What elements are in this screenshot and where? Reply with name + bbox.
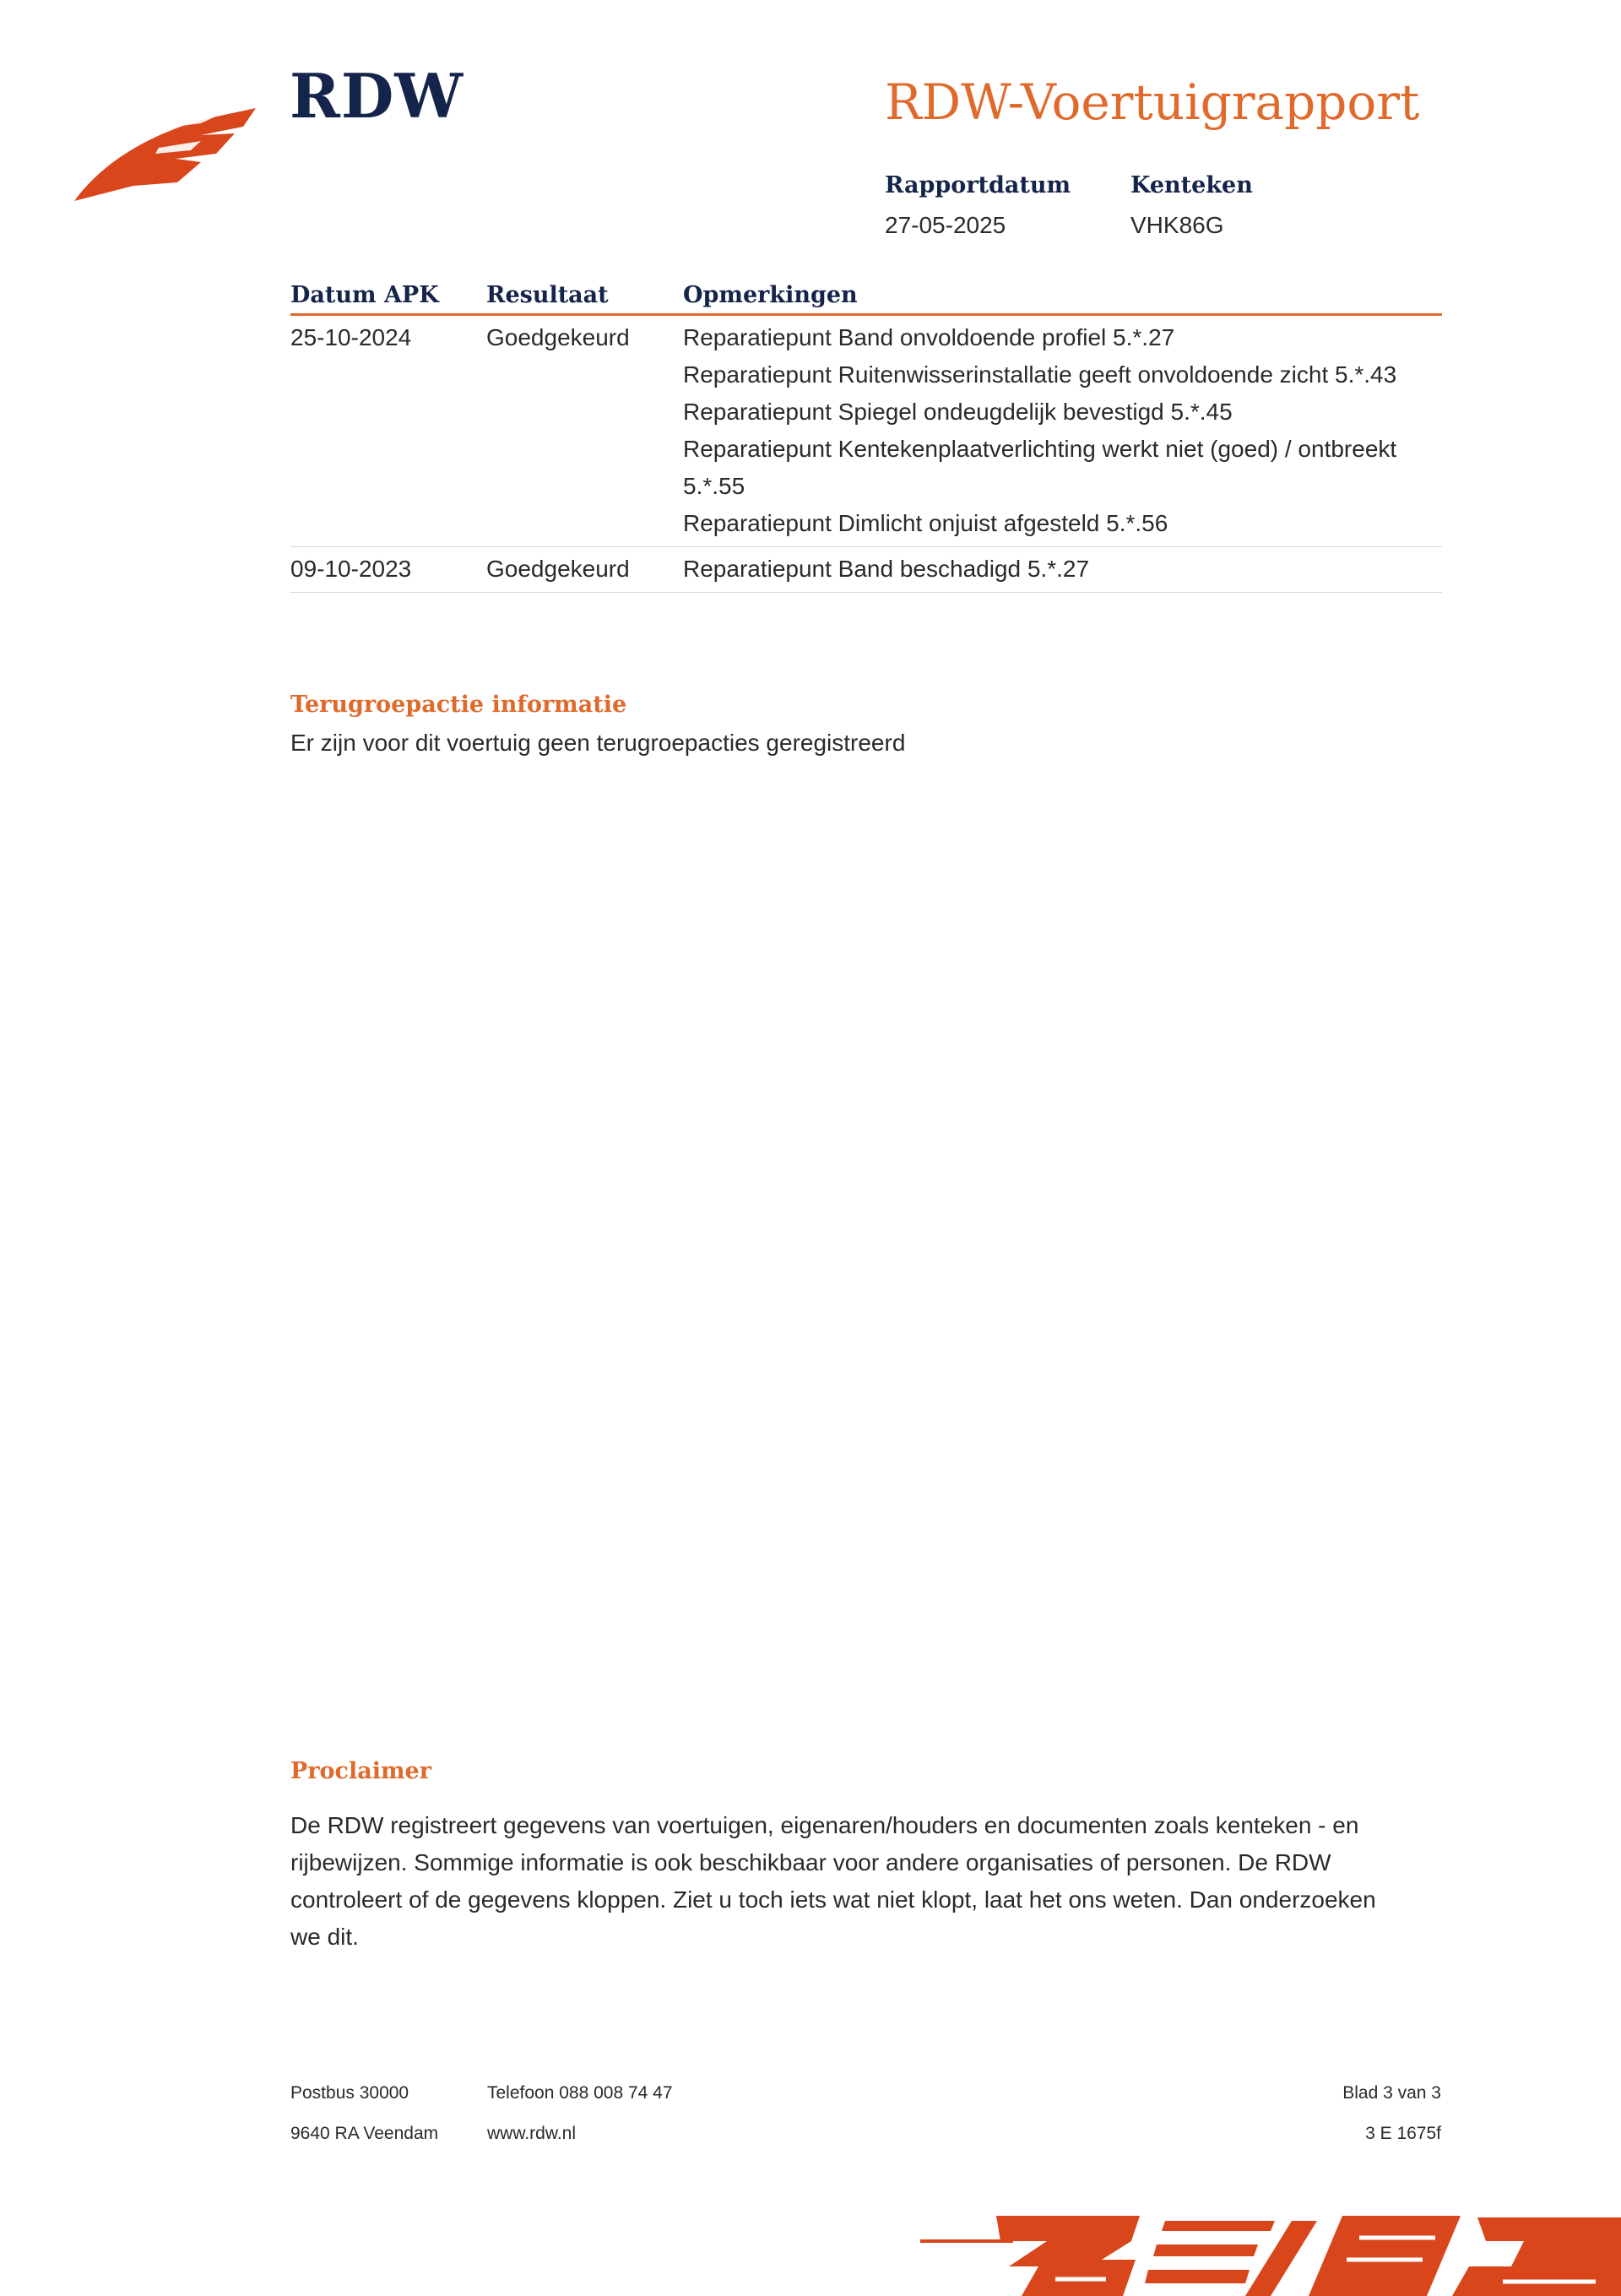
footer-city: 9640 RA Veendam — [290, 2124, 439, 2143]
plate-value: VHK86G — [1130, 212, 1224, 238]
apk-remarks — [683, 547, 1442, 593]
proclaimer-line: we dit. — [290, 1924, 359, 1950]
apk-remarks — [683, 315, 1442, 547]
proclaimer-line: controleert of de gegevens kloppen. Ziet u toch iets wat niet klopt, laat het ons weten. Dan onderzoeken — [290, 1886, 1376, 1913]
apk-table — [290, 282, 1442, 593]
recall-heading: Terugroepactie informatie — [290, 692, 627, 718]
remark-item: Reparatiepunt Spiegel ondeugdelijk bevestigd 5.*.45 — [683, 399, 1233, 425]
plate-block — [1130, 174, 1253, 237]
remark-item: Reparatiepunt Band onvoldoende profiel 5.*.27 — [683, 324, 1175, 350]
report-date-label: Rapportdatum — [885, 172, 1071, 198]
footer-document-code: 3 E 1675f — [1365, 2124, 1441, 2143]
apk-result: Goedgekeurd — [486, 547, 683, 593]
report-date-value: 27-05-2025 — [885, 212, 1006, 238]
footer-page-number: Blad 3 van 3 — [1342, 2083, 1441, 2103]
table-row — [290, 315, 1442, 547]
report-title: RDW-Voertuigrapport — [885, 73, 1420, 131]
column-header-remarks: Opmerkingen — [683, 282, 1442, 315]
proclaimer-heading: Proclaimer — [290, 1758, 431, 1784]
plate-label: Kenteken — [1130, 172, 1253, 198]
apk-date: 09-10-2023 — [290, 547, 486, 593]
remark-item: Reparatiepunt Dimlicht onjuist afgesteld 5.*.56 — [683, 510, 1168, 536]
footer-website[interactable]: www.rdw.nl — [487, 2124, 577, 2143]
report-date-block — [885, 174, 1071, 237]
apk-date: 25-10-2024 — [290, 315, 486, 547]
decorative-stripes-icon — [920, 2207, 1621, 2296]
recall-text: Er zijn voor dit voertuig geen terugroepacties geregistreerd — [290, 730, 906, 756]
table-row — [290, 547, 1442, 593]
footer-phone: Telefoon 088 008 74 47 — [487, 2083, 673, 2103]
column-header-date: Datum APK — [290, 282, 486, 315]
proclaimer-text — [290, 1807, 1447, 1956]
remark-item: Reparatiepunt Kentekenplaatverlichting werkt niet (goed) / ontbreekt 5.*.55 — [683, 436, 1397, 499]
logo-wordmark: RDW — [290, 60, 464, 132]
rdw-logo-icon — [74, 101, 268, 203]
apk-result: Goedgekeurd — [486, 315, 683, 547]
footer-postbus: Postbus 30000 — [290, 2083, 409, 2103]
remark-item: Reparatiepunt Band beschadigd 5.*.27 — [683, 556, 1090, 582]
column-header-result: Resultaat — [486, 282, 683, 315]
apk-table-header — [290, 282, 1442, 315]
remark-item: Reparatiepunt Ruitenwisserinstallatie geeft onvoldoende zicht 5.*.43 — [683, 361, 1397, 388]
proclaimer-line: De RDW registreert gegevens van voertuigen, eigenaren/houders en documenten zoals kenteken - en — [290, 1812, 1359, 1838]
proclaimer-line: rijbewijzen. Sommige informatie is ook beschikbaar voor andere organisaties of personen. De RDW — [290, 1849, 1331, 1875]
